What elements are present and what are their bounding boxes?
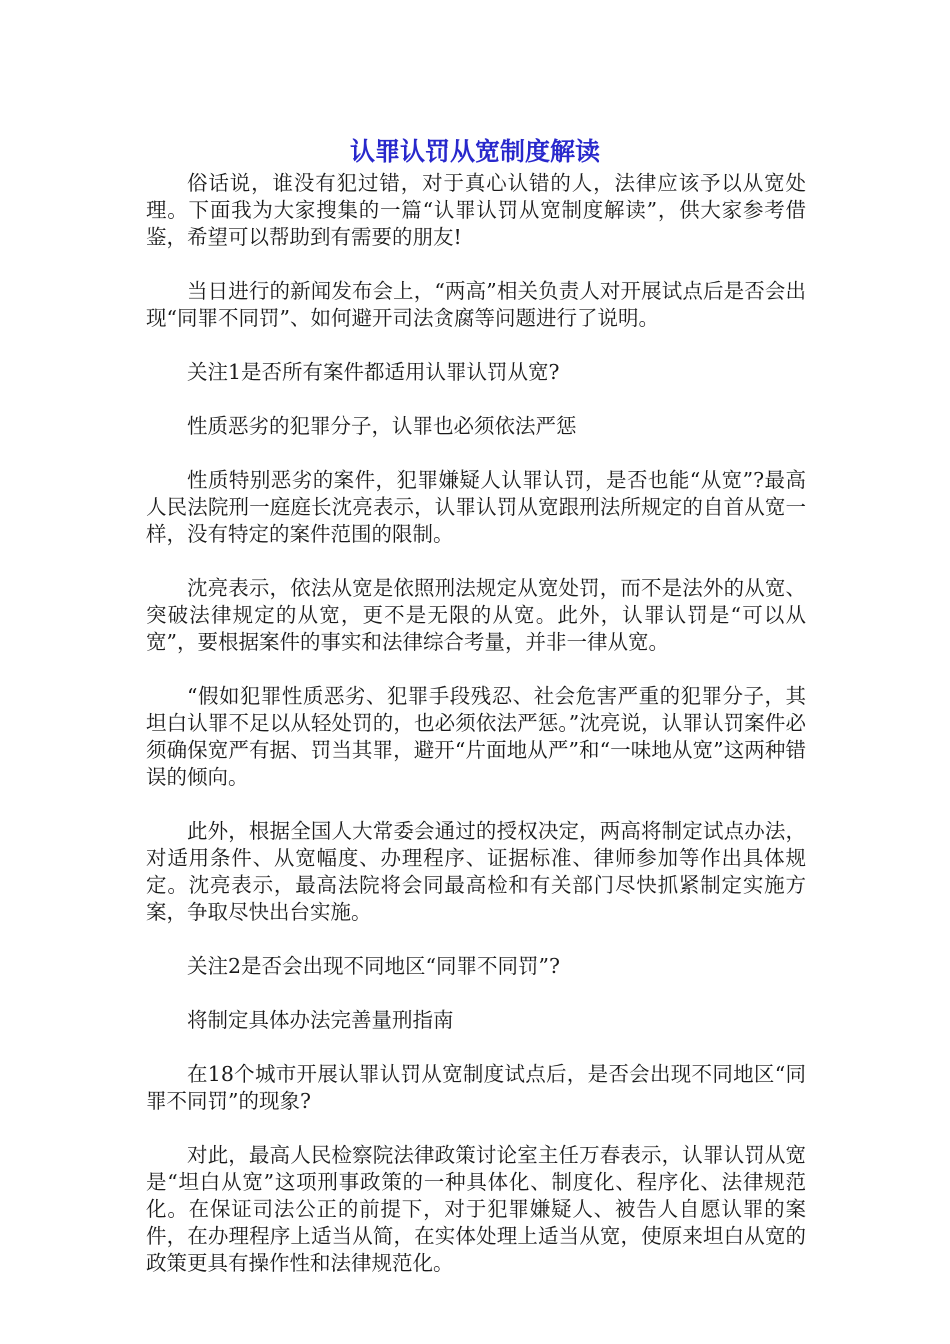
document-body xyxy=(146,170,806,1304)
section-heading: 关注1是否所有案件都适用认罪认罚从宽? xyxy=(187,360,560,384)
paragraph: 当日进行的新闻发布会上，“两高”相关负责人对开展试点后是否会出现“同罪不同罚”、如何避开司法贪腐等问题进行了说明。 xyxy=(146,279,806,330)
document-title: 认罪认罚从宽制度解读 xyxy=(349,137,600,166)
paragraph: 在18个城市开展认罪认罚从宽制度试点后，是否会出现不同地区“同罪不同罚”的现象? xyxy=(146,1062,806,1113)
paragraph: “假如犯罪性质恶劣、犯罪手段残忍、社会危害严重的犯罪分子，其坦白认罪不足以从轻处罚的，也必须依法严惩。”沈亮说，认罪认罚案件必须确保宽严有据、罚当其罪，避开“片面地从严”和“一味地从宽”这两种错误的倾向。 xyxy=(146,684,806,789)
paragraph: 沈亮表示，依法从宽是依照刑法规定从宽处罚，而不是法外的从宽、突破法律规定的从宽，更不是无限的从宽。此外，认罪认罚是“可以从宽”，要根据案件的事实和法律综合考量，并非一律从宽。 xyxy=(146,576,806,654)
paragraph: 俗话说，谁没有犯过错，对于真心认错的人，法律应该予以从宽处理。下面我为大家搜集的一篇“认罪认罚从宽制度解读”，供大家参考借鉴，希望可以帮助到有需要的朋友! xyxy=(146,171,806,249)
section-subheading: 性质恶劣的犯罪分子，认罪也必须依法严惩 xyxy=(187,414,577,438)
section-subheading: 将制定具体办法完善量刑指南 xyxy=(187,1008,454,1032)
paragraph: 此外，根据全国人大常委会通过的授权决定，两高将制定试点办法，对适用条件、从宽幅度、办理程序、证据标准、律师参加等作出具体规定。沈亮表示，最高法院将会同最高检和有关部门尽快抓紧制定实施方案，争取尽快出台实施。 xyxy=(146,819,806,924)
paragraph: 对此，最高人民检察院法律政策讨论室主任万春表示，认罪认罚从宽是“坦白从宽”这项刑事政策的一种具体化、制度化、程序化、法律规范化。在保证司法公正的前提下，对于犯罪嫌疑人、被告人自愿认罪的案件，在办理程序上适当从简，在实体处理上适当从宽，使原来坦白从宽的政策更具有操作性和法律规范化。 xyxy=(146,1143,806,1275)
paragraph: 性质特别恶劣的案件，犯罪嫌疑人认罪认罚，是否也能“从宽”?最高人民法院刑一庭庭长沈亮表示，认罪认罚从宽跟刑法所规定的自首从宽一样，没有特定的案件范围的限制。 xyxy=(146,468,806,546)
section-heading: 关注2是否会出现不同地区“同罪不同罚”? xyxy=(187,954,560,978)
